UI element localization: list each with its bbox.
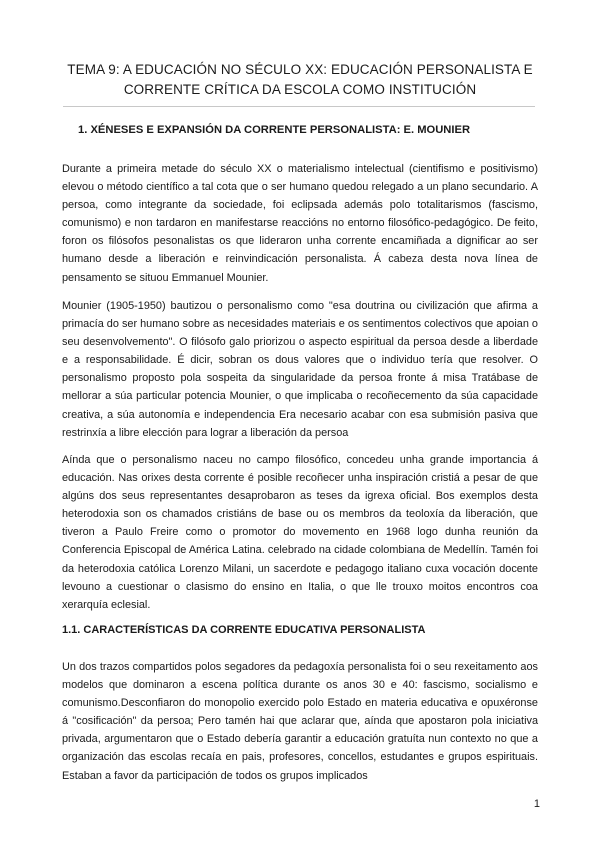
paragraph: Mounier (1905-1950) bautizou o personalismo como "esa doutrina ou civilización que afirma a primacía do ser humano sobre as necesidades materiais e os sentimentos colectivos que apoian o seu desenvolvemento". O filósofo galo priorizou o aspecto espiritual da persoa desde a liberdade e a responsabilidade. É dicir, sobran os dous valores que o individuo tería que resolver. O personalismo proposto pola sospeita da singularidade da persoa fronte á misa Tratábase de mellorar a súa particular potencia Mounier, o que implicaba o recoñecemento da súa capacidade creativa, a súa autonomía e independencia Era necesario acabar con esa submisión pasiva que restrinxía a libre elección para lograr a liberación da persoa <box>62 300 538 439</box>
title-divider <box>63 106 535 107</box>
paragraph: Durante a primeira metade do século XX o materialismo intelectual (cientifismo e positivismo) elevou o método científico a tal cota que o ser humano quedou relegado a un plano secundario. A persoa, como integrante da sociedade, foi eclipsada además polo totalitarismos (fascismo, comunismo) e non tardaron en manifestarse reaccións no entorno filosófico-pedagógico. De feito, foron os filósofos pesonalistas os que lideraron unha corrente encamiñada a dignificar ao ser humano desde a liberación e reinvindicación personalista. Á cabeza desta nova línea de pensamento se situou Emmanuel Mounier. <box>62 163 538 284</box>
paragraph: Aínda que o personalismo naceu no campo filosófico, concedeu unha grande importancia á educación. Nas orixes desta corrente é posible recoñecer unha inspiración cristiá a pesar de que algúns dos seus representantes desaprobaron as teses da igrexa oficial. Bos exemplos desta heterodoxia son os chamados cristiáns de base ou os membros da teoloxía da liberación, que tiveron a Paulo Freire como o promotor do movemento en 1968 logo dunha reunión da Conferencia Episcopal de América Latina. celebrado na cidade colombiana de Medellín. Tamén foi da heterodoxia católica Lorenzo Milani, un sacerdote e pedagogo italiano cuxa vocación docente levouno a cuestionar o clasismo do ensino en Italia, o que lle trouxo moitos encontros coa xerarquía eclesial. <box>62 454 538 611</box>
page-title: TEMA 9: A EDUCACIÓN NO SÉCULO XX: EDUCACIÓN PERSONALISTA E CORRENTE CRÍTICA DA ESCOLA COMO INSTITUCIÓN <box>67 62 533 97</box>
page-number: 1 <box>533 798 540 810</box>
section-heading: 1. XÉNESES E EXPANSIÓN DA CORRENTE PERSONALISTA: E. MOUNIER <box>78 124 471 136</box>
subsection-heading: 1.1. CARACTERÍSTICAS DA CORRENTE EDUCATIVA PERSONALISTA <box>62 624 426 636</box>
paragraph: Un dos trazos compartidos polos segadores da pedagoxía personalista foi o seu rexeitamento aos modelos que dominaron a escena política durante os anos 30 e 40: fascismo, socialismo e comunismo.Desconfiaron do monopolio exercido polo Estado en materia educativa e opuxéronse á "cosificación" da persoa; Pero tamén hai que aclarar que, aínda que apostaron pola iniciativa privada, argumentaron que o Estado debería garantir a educación gratuíta nun contexto no que a organización das escolas recaía en pais, profesores, concellos, estudantes e grupos espirituais. Estaban a favor da participación de todos os grupos implicados <box>62 661 538 782</box>
